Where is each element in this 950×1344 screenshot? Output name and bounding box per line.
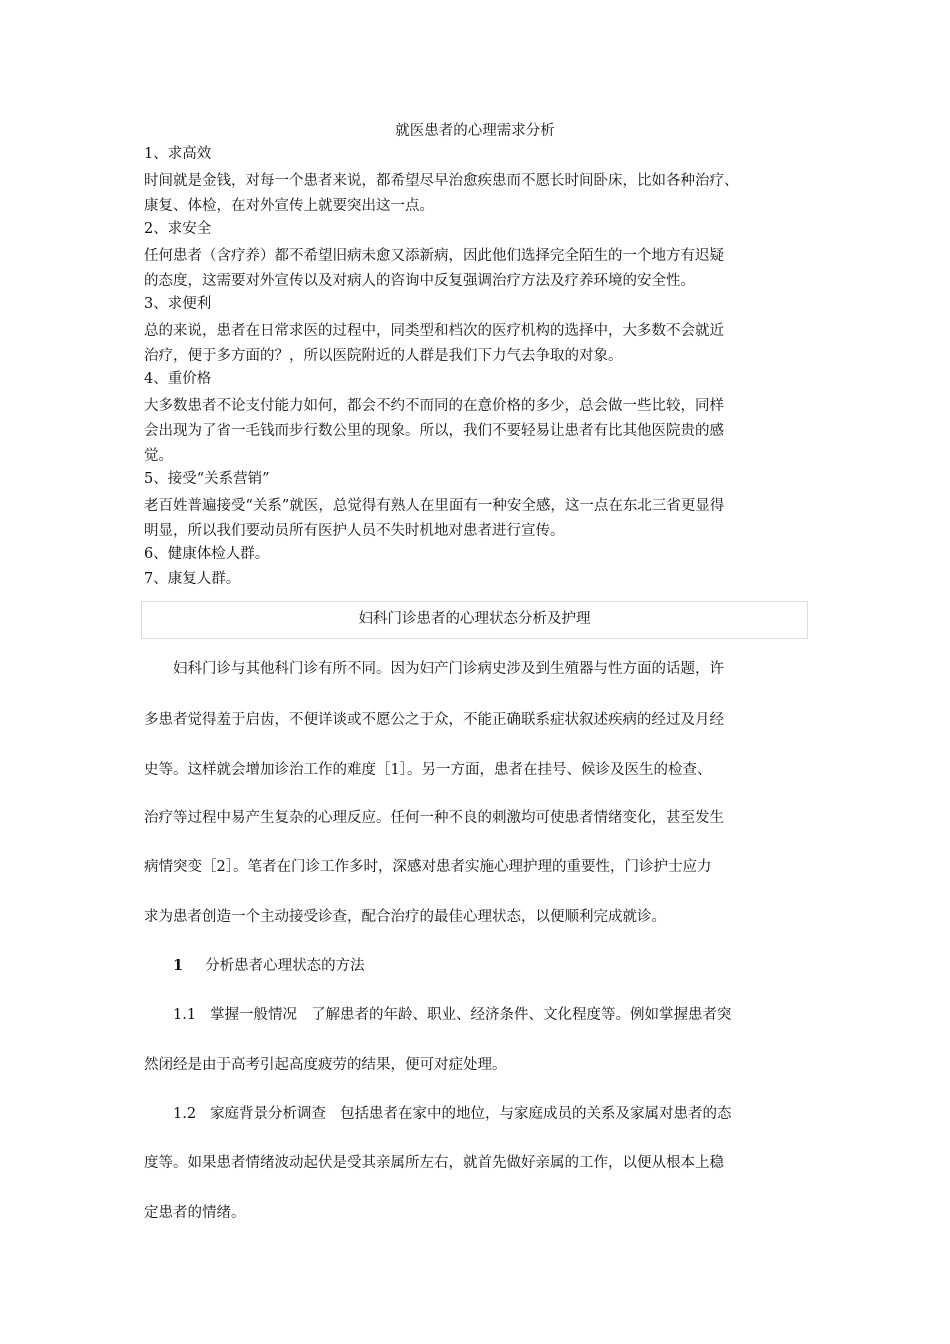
item-line: 会出现为了省一毛钱而步行数公里的现象。所以，我们不要轻易让患者有比其他医院贵的感 bbox=[144, 423, 724, 439]
doc1-title: 就医患者的心理需求分析 bbox=[395, 123, 555, 139]
subsection-1-1-line bbox=[173, 1003, 732, 1024]
subsection-text-line: 然闭经是由于高考引起高度疲劳的结果，便可对症处理。 bbox=[144, 1057, 507, 1073]
subsection-text-line: 定患者的情绪。 bbox=[144, 1205, 246, 1221]
intro-line: 史等。这样就会增加诊治工作的难度［1］。另一方面，患者在挂号、候诊及医生的检查、 bbox=[144, 762, 712, 778]
item-heading: 4、重价格 bbox=[144, 371, 212, 387]
doc2-title: 妇科门诊患者的心理状态分析及护理 bbox=[358, 611, 591, 627]
item-heading: 7、康复人群。 bbox=[144, 571, 241, 587]
item-heading: 1、求高效 bbox=[144, 146, 212, 162]
item-heading: 5、接受“关系营销” bbox=[144, 471, 270, 487]
item-line: 明显，所以我们要动员所有医护人员不失时机地对患者进行宣传。 bbox=[144, 523, 565, 539]
intro-line: 病情突变［2］。笔者在门诊工作多时，深感对患者实施心理护理的重要性，门诊护士应力 bbox=[144, 859, 712, 875]
item-line: 总的来说，患者在日常求医的过程中，同类型和档次的医疗机构的选择中，大多数不会就近 bbox=[144, 323, 724, 339]
subsection-title: 掌握一般情况 bbox=[210, 1007, 298, 1023]
item-line: 任何患者（含疗养）都不希望旧病未愈又添新病，因此他们选择完全陌生的一个地方有迟疑 bbox=[144, 248, 724, 264]
intro-line: 治疗等过程中易产生复杂的心理反应。任何一种不良的刺激均可使患者情绪变化，甚至发生 bbox=[144, 810, 724, 826]
intro-line: 妇科门诊与其他科门诊有所不同。因为妇产门诊病史涉及到生殖器与性方面的话题，许 bbox=[173, 661, 724, 677]
subsection-title: 家庭背景分析调查 bbox=[210, 1106, 327, 1122]
intro-line: 多患者觉得羞于启齿，不便详谈或不愿公之于众，不能正确联系症状叙述疾病的经过及月经 bbox=[144, 712, 724, 728]
subsection-number: 1.1 bbox=[173, 1007, 197, 1023]
item-line: 时间就是金钱，对每一个患者来说，都希望尽早治愈疾患而不愿长时间卧床，比如各种治疗、 bbox=[144, 173, 739, 189]
subsection-1-2-line bbox=[173, 1102, 732, 1123]
intro-line: 求为患者创造一个主动接受诊查，配合治疗的最佳心理状态，以便顺利完成就诊。 bbox=[144, 909, 666, 925]
item-line: 治疗，便于多方面的？，所以医院附近的人群是我们下力气去争取的对象。 bbox=[144, 348, 623, 364]
item-heading: 6、健康体检人群。 bbox=[144, 546, 270, 562]
subsection-text: 包括患者在家中的地位，与家庭成员的关系及家属对患者的态 bbox=[340, 1106, 732, 1122]
item-line: 觉。 bbox=[144, 448, 173, 464]
section-title: 分析患者心理状态的方法 bbox=[205, 958, 365, 974]
subsection-number: 1.2 bbox=[173, 1106, 197, 1122]
item-line: 老百姓普遍接受“关系”就医，总觉得有熟人在里面有一种安全感，这一点在东北三省更显得 bbox=[144, 498, 725, 514]
item-heading: 2、求安全 bbox=[144, 221, 212, 237]
subsection-text-line: 度等。如果患者情绪波动起伏是受其亲属所左右，就首先做好亲属的工作，以便从根本上稳 bbox=[144, 1155, 724, 1171]
section-number: 1 bbox=[173, 957, 184, 974]
item-line: 大多数患者不论支付能力如何，都会不约不而同的在意价格的多少，总会做一些比较，同样 bbox=[144, 398, 724, 414]
item-heading: 3、求便利 bbox=[144, 296, 212, 312]
item-line: 的态度，这需要对外宣传以及对病人的咨询中反复强调治疗方法及疗养环境的安全性。 bbox=[144, 273, 695, 289]
item-line: 康复、体检，在对外宣传上就要突出这一点。 bbox=[144, 198, 434, 214]
section-1-heading bbox=[173, 954, 365, 975]
doc2-title-box bbox=[141, 601, 808, 639]
subsection-text: 了解患者的年龄、职业、经济条件、文化程度等。例如掌握患者突 bbox=[311, 1007, 732, 1023]
